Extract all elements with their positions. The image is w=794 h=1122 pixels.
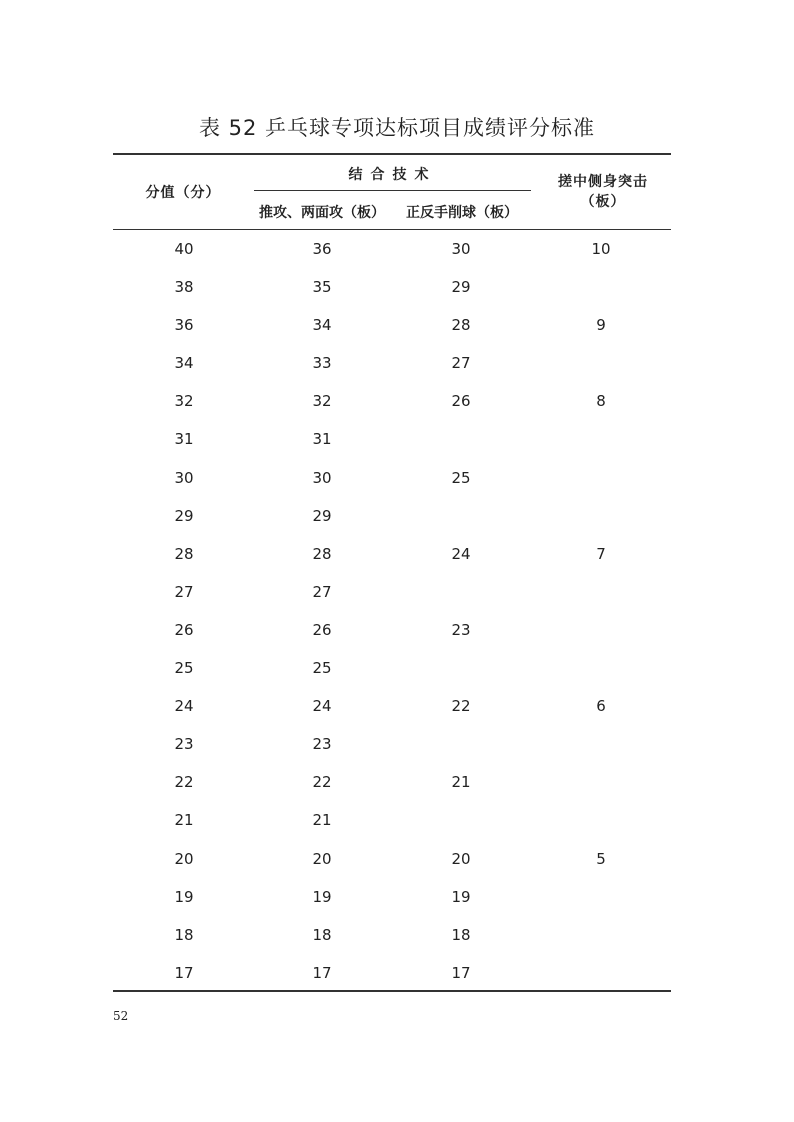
- table-row: [0, 382, 794, 420]
- score-cell: 17: [174, 963, 194, 982]
- push-attack-cell: 28: [312, 544, 332, 563]
- table-row: [0, 497, 794, 535]
- score-cell: 27: [174, 582, 194, 601]
- table-row: [0, 840, 794, 878]
- push-attack-cell: 29: [312, 506, 332, 525]
- side-strike-cell: 5: [596, 849, 606, 868]
- table-row: [0, 268, 794, 306]
- push-attack-cell: 20: [312, 849, 332, 868]
- table-row: [0, 687, 794, 725]
- side-strike-cell: 6: [596, 697, 606, 716]
- table-row: [0, 306, 794, 344]
- chop-cell: 17: [451, 963, 471, 982]
- table-body: [0, 230, 794, 992]
- push-attack-cell: 33: [312, 354, 332, 373]
- score-cell: 30: [174, 468, 194, 487]
- side-strike-cell: 10: [591, 240, 611, 258]
- table-row: [0, 420, 794, 458]
- chop-cell: 29: [451, 278, 471, 297]
- score-cell: 22: [174, 773, 194, 792]
- score-cell: 20: [174, 849, 194, 868]
- score-cell: 36: [174, 316, 194, 335]
- table-row: [0, 725, 794, 763]
- push-attack-cell: 19: [312, 887, 332, 906]
- chop-cell: 21: [451, 773, 471, 792]
- chop-cell: 24: [451, 544, 471, 563]
- push-attack-cell: 35: [312, 278, 332, 297]
- chop-cell: 27: [451, 354, 471, 373]
- push-attack-cell: 21: [312, 811, 332, 830]
- table-row: [0, 916, 794, 954]
- push-attack-cell: 34: [312, 316, 332, 335]
- push-attack-cell: 26: [312, 620, 332, 639]
- score-cell: 28: [174, 544, 194, 563]
- push-attack-cell: 24: [312, 697, 332, 716]
- table-row: [0, 611, 794, 649]
- table-row: [0, 344, 794, 382]
- header-sub-rule: [254, 190, 531, 191]
- table-row: [0, 649, 794, 687]
- table-row: [0, 954, 794, 992]
- table-row: [0, 535, 794, 573]
- score-cell: 24: [174, 697, 194, 716]
- chop-cell: 23: [451, 620, 471, 639]
- push-attack-cell: 17: [312, 963, 332, 982]
- push-attack-cell: 23: [312, 735, 332, 754]
- table-title: 表 52 乒乓球专项达标项目成绩评分标准: [198, 116, 596, 140]
- push-attack-cell: 22: [312, 773, 332, 792]
- score-cell: 25: [174, 659, 194, 678]
- score-cell: 31: [174, 430, 194, 449]
- push-attack-cell: 18: [312, 925, 332, 944]
- side-strike-cell: 9: [596, 316, 606, 335]
- table-row: [0, 878, 794, 916]
- table-top-rule: [113, 153, 671, 155]
- score-cell: 23: [174, 735, 194, 754]
- chop-cell: 19: [451, 887, 471, 906]
- header-score: 分值（分）: [145, 185, 221, 201]
- page-number: 52: [113, 1009, 129, 1023]
- header-forehand-backhand-chop: 正反手削球（板）: [406, 205, 518, 221]
- table-bottom-rule: [113, 990, 671, 992]
- chop-cell: 25: [451, 468, 471, 487]
- chop-cell: 26: [451, 392, 471, 411]
- header-combined-technique: 结合技术: [348, 167, 437, 183]
- chop-cell: 28: [451, 316, 471, 335]
- table-row: [0, 763, 794, 801]
- table-row: [0, 230, 794, 268]
- header-push-attack: 推攻、两面攻（板）: [259, 205, 385, 221]
- push-attack-cell: 25: [312, 659, 332, 678]
- push-attack-cell: 32: [312, 392, 332, 411]
- header-side-strike: [535, 172, 671, 212]
- push-attack-cell: 30: [312, 468, 332, 487]
- push-attack-cell: 36: [312, 240, 332, 258]
- chop-cell: 18: [451, 925, 471, 944]
- header-side-strike-line1: 搓中侧身突击: [558, 174, 648, 190]
- score-cell: 40: [174, 240, 194, 258]
- header-side-strike-line2: （板）: [580, 194, 626, 210]
- side-strike-cell: 7: [596, 544, 606, 563]
- table-row: [0, 573, 794, 611]
- score-cell: 19: [174, 887, 194, 906]
- score-cell: 26: [174, 620, 194, 639]
- push-attack-cell: 31: [312, 430, 332, 449]
- chop-cell: 22: [451, 697, 471, 716]
- table-row: [0, 459, 794, 497]
- score-cell: 32: [174, 392, 194, 411]
- chop-cell: 20: [451, 849, 471, 868]
- score-cell: 34: [174, 354, 194, 373]
- chop-cell: 30: [451, 240, 471, 258]
- score-cell: 38: [174, 278, 194, 297]
- side-strike-cell: 8: [596, 392, 606, 411]
- table-row: [0, 801, 794, 839]
- score-cell: 18: [174, 925, 194, 944]
- score-cell: 21: [174, 811, 194, 830]
- push-attack-cell: 27: [312, 582, 332, 601]
- score-cell: 29: [174, 506, 194, 525]
